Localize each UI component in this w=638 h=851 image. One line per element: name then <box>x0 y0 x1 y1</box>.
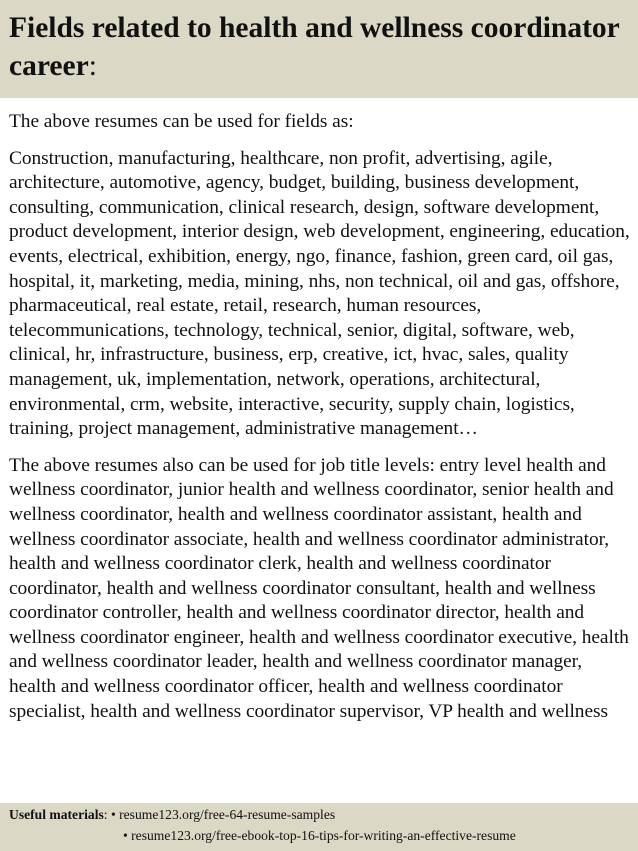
slide-body <box>9 110 633 802</box>
useful-materials-footer <box>0 803 638 851</box>
footer-line-1 <box>9 804 638 825</box>
intro-text: The above resumes can be used for fields as: <box>9 111 354 132</box>
page-title <box>9 9 628 85</box>
job-levels-text: The above resumes also can be used for job title levels: entry level health and wellness coordinator, junior health and wellness coordinator, senior health and wellness coordinator, health and wellness coordinator assistant, health and wellness coordinator associate, health and wellness coordinator administrator, health and wellness coordinator clerk, health and wellness coordinator coordinator, health and wellness coordinator consultant, health and wellness coordinator controller, health and wellness coordinator director, health and wellness coordinator engineer, health and wellness coordinator executive, health and wellness coordinator leader, health and wellness coordinator manager, health and wellness coordinator officer, health and wellness coordinator specialist, health and wellness coordinator supervisor, VP health and wellness <box>9 454 629 722</box>
footer-line-2 <box>9 825 638 846</box>
footer-link-resume-samples[interactable]: • resume123.org/free-64-resume-samples <box>110 807 336 822</box>
footer-link-ebook-tips[interactable]: • resume123.org/free-ebook-top-16-tips-for-writing-an-effective-resume <box>123 828 516 843</box>
slide-header <box>0 0 638 98</box>
page-title-text: Fields related to health and wellness coordinator career <box>9 12 620 82</box>
footer-label-separator: : <box>103 807 111 822</box>
page-title-colon: : <box>88 50 97 82</box>
useful-materials-label: Useful materials <box>9 807 104 822</box>
fields-list: Construction, manufacturing, healthcare, non profit, advertising, agile, architecture, automotive, agency, budget, building, business development, consulting, communication, clinical research, design, software development, product development, interior design, web development, engineering, education, events, electrical, exhibition, energy, ngo, finance, fashion, green card, oil gas, hospital, it, marketing, media, mining, nhs, non technical, oil and gas, offshore, pharmaceutical, real estate, retail, research, human resources, telecommunications, technology, technical, senior, digital, software, web, clinical, hr, infrastructure, business, erp, creative, ict, hvac, sales, quality management, uk, implementation, network, operations, architectural, environmental, crm, website, interactive, security, supply chain, logistics, training, project management, administrative management… <box>9 147 630 440</box>
